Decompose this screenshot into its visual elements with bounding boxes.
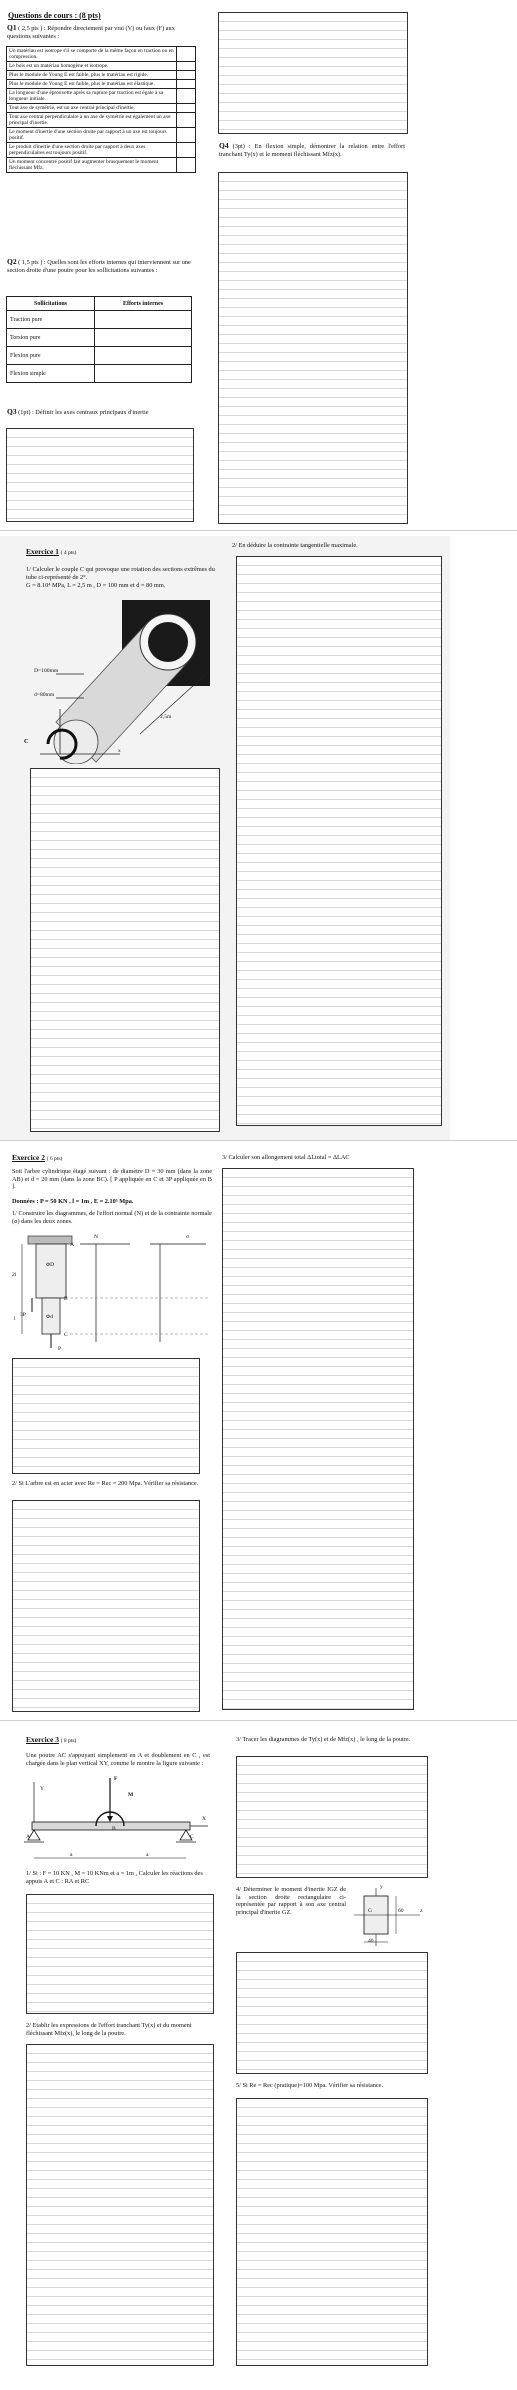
label-A3: A xyxy=(26,1834,31,1840)
ex1-heading xyxy=(26,548,76,557)
tf-row xyxy=(7,80,196,89)
label-L: 2,5m xyxy=(160,714,172,720)
page-cours xyxy=(0,0,517,530)
sollic-name: Torsion pure xyxy=(7,329,95,347)
ex2-q2: 2/ Si L'arbre est en acier avec Re = Rec = 200 Mpa. Vérifier sa résistance. xyxy=(12,1480,199,1487)
label-a2: a xyxy=(146,1852,149,1858)
label-section-z: z xyxy=(420,1908,423,1914)
tf-answer-cell[interactable] xyxy=(177,113,196,128)
tf-statement: Plus le module de Young E est faible, plus le matériau est élastique. xyxy=(7,80,177,89)
label-section-y: y xyxy=(380,1884,383,1890)
ex3-q1: 1/ Si : F = 10 KN , M = 10 KNm et a = 1m , Calculer les réactions des appuis A et C : RA et RC xyxy=(26,1870,203,1885)
label-section-G: G xyxy=(368,1908,373,1914)
tf-answer-cell[interactable] xyxy=(177,158,196,173)
label-x: x xyxy=(118,748,121,754)
q4-block xyxy=(219,142,405,158)
sollic-row xyxy=(7,311,192,329)
q3-block xyxy=(7,408,197,417)
efforts-answer-cell[interactable] xyxy=(95,365,192,383)
label-N: N xyxy=(94,1234,99,1240)
tf-answer-cell[interactable] xyxy=(177,71,196,80)
ex2-q2-answer-box[interactable] xyxy=(12,1500,200,1712)
ex3-q2-answer-box[interactable] xyxy=(26,2044,214,2366)
tf-statement: Un moment concentré positif fait augmenter brusquement le moment fléchissant Mfz. xyxy=(7,158,177,173)
efforts-answer-cell[interactable] xyxy=(95,347,192,365)
q1-label: Q1 xyxy=(7,23,17,32)
q3-text: (1pt) : Définir les axes centraux principaux d'inertie xyxy=(18,409,149,416)
tf-row xyxy=(7,143,196,158)
ex1-q1-answer-box[interactable] xyxy=(30,768,220,1132)
ex3-q4: 4/ Déterminer le moment d'inertie IGZ de la section droite rectangulaire ci-représentée par rapport à son axe central principal d'inertie GZ. xyxy=(236,1886,346,1916)
label-3P: 3P xyxy=(20,1312,26,1318)
ex2-heading xyxy=(12,1154,62,1163)
tf-answer-cell[interactable] xyxy=(177,80,196,89)
tf-statement: Plus le module de Young E est faible, plus le matériau est rigide. xyxy=(7,71,177,80)
q4-text: (3pt) : En flexion simple, démontrer la relation entre l'effort tranchant Ty(x) et le moment fléchissant Mfz(x). xyxy=(219,143,405,158)
tf-row xyxy=(7,89,196,104)
label-l: l xyxy=(14,1316,16,1322)
shaft-figure xyxy=(10,1232,220,1352)
label-sigma: σ xyxy=(186,1234,190,1240)
ex1-q2: 2/ En déduire la contrainte tangentielle maximale. xyxy=(232,542,358,549)
ex3-q3-answer-box[interactable] xyxy=(236,1756,428,1878)
label-F: F xyxy=(114,1776,118,1782)
tf-row xyxy=(7,47,196,62)
tf-statement: Tout axe central perpendiculaire à un axe de symétrie est également un axe principal d'inertie. xyxy=(7,113,177,128)
label-M: M xyxy=(128,1792,134,1798)
tube-figure xyxy=(20,594,220,764)
force-F-head xyxy=(107,1816,113,1822)
sollic-name: Flexion pure xyxy=(7,347,95,365)
ex1-data: G = 8.10⁴ MPa, L = 2,5 m , D = 100 mm et d = 80 mm. xyxy=(26,582,166,589)
ex3-q1-answer-box[interactable] xyxy=(26,1894,214,2014)
sollic-row xyxy=(7,365,192,383)
ex1-title: Exercice 1 xyxy=(26,547,59,556)
ex2-title: Exercice 2 xyxy=(12,1153,45,1162)
ex2-points: ( 6 pts) xyxy=(46,1156,63,1162)
tf-row xyxy=(7,158,196,173)
label-dim-b: 40 xyxy=(368,1938,374,1944)
page-divider-1 xyxy=(0,530,517,531)
label-dim-h: 60 xyxy=(398,1908,404,1914)
q2-block xyxy=(7,258,197,274)
label-2l: 2l xyxy=(12,1272,17,1278)
tube-end-inner xyxy=(148,622,188,662)
ex2-q1: 1/ Construire les diagrammes, de l'effort normal (N) et de la contrainte normale (σ) dans les deux zones. xyxy=(12,1210,212,1225)
q3-label: Q3 xyxy=(7,407,17,416)
ex3-title: Exercice 3 xyxy=(26,1735,59,1744)
label-d: d=80mm xyxy=(34,692,55,698)
cours-title: Questions de cours : (8 pts) xyxy=(8,11,101,20)
ex3-q5-answer-box[interactable] xyxy=(236,2098,428,2366)
ex3-heading xyxy=(26,1736,76,1745)
page-exercice-2 xyxy=(0,1146,450,1720)
label-C: C xyxy=(24,738,29,745)
ex3-q2: 2/ Etablir les expressions de l'effort tranchant Ty(x) et du moment fléchissant Mfz(x), le long de la poutre. xyxy=(26,2022,192,2037)
page-exercice-3 xyxy=(0,1726,450,2382)
sollic-name: Traction pure xyxy=(7,311,95,329)
ex2-q1-answer-box[interactable] xyxy=(12,1358,200,1474)
ex3-q4-answer-box[interactable] xyxy=(236,1952,428,2074)
page-exercice-1 xyxy=(0,536,450,1140)
true-false-table xyxy=(6,46,196,173)
label-phiD: ΦD xyxy=(46,1262,55,1268)
sollic-header: Sollicitations xyxy=(7,297,95,311)
tf-statement: Le produit d'inertie d'une section droite par rapport à deux axes perpendiculaires est toujours positif. xyxy=(7,143,177,158)
page-divider-3 xyxy=(0,1720,517,1721)
tf-statement: Un matériau est isotrope s'il se comporte de la même façon en traction ou en compression. xyxy=(7,47,177,62)
tf-answer-cell[interactable] xyxy=(177,143,196,158)
efforts-answer-cell[interactable] xyxy=(95,329,192,347)
q1-text: ( 2,5 pts ) : Répondre directement par vrai (V) ou faux (F) aux questions suivantes : xyxy=(7,25,175,40)
label-B: B xyxy=(64,1296,68,1302)
label-C2: C xyxy=(64,1332,68,1338)
ex3-points: ( 8 pts) xyxy=(60,1738,77,1744)
tf-row xyxy=(7,62,196,71)
ex1-q2-answer-box[interactable] xyxy=(236,556,442,1126)
ex2-q3-answer-box[interactable] xyxy=(222,1168,414,1710)
sollic-row xyxy=(7,347,192,365)
label-A: A xyxy=(70,1242,75,1248)
section-figure xyxy=(350,1886,430,1956)
q4-answer-box[interactable] xyxy=(218,172,408,524)
sollicitations-table xyxy=(6,296,192,383)
tf-row xyxy=(7,113,196,128)
tf-statement: Tout axe de symétrie, est un axe central principal d'inertie. xyxy=(7,104,177,113)
label-B3: B xyxy=(112,1826,116,1832)
tf-answer-cell[interactable] xyxy=(177,47,196,62)
efforts-header: Efforts internes xyxy=(95,297,192,311)
tf-answer-cell[interactable] xyxy=(177,62,196,71)
label-a1: a xyxy=(70,1852,73,1858)
tf-answer-cell[interactable] xyxy=(177,128,196,143)
tf-row xyxy=(7,128,196,143)
tf-statement: La longueur d'une éprouvette après sa rupture par traction est égale à sa longueur initiale. xyxy=(7,89,177,104)
ex1-points: ( 4 pts) xyxy=(60,550,77,556)
q4-top-answer-box[interactable] xyxy=(218,12,408,134)
ex3-q3: 3/ Tracer les diagrammes de Ty(x) et de Mfz(x) , le long de la poutre. xyxy=(236,1736,411,1743)
label-Y: Y xyxy=(40,1786,45,1792)
ex2-donnees: Données : P = 50 KN , l = 1m , E = 2.10⁵ Mpa. xyxy=(12,1198,134,1205)
q1-block xyxy=(7,24,197,40)
top-support xyxy=(28,1236,72,1244)
efforts-answer-cell[interactable] xyxy=(95,311,192,329)
ex2-q3: 3/ Calculer son allongement total ΔLtotal = ΔLAC xyxy=(222,1154,350,1161)
tf-row xyxy=(7,71,196,80)
shaft-zone-AB xyxy=(36,1244,66,1298)
label-C3: C xyxy=(190,1834,194,1840)
q4-label: Q4 xyxy=(219,141,229,150)
label-X: X xyxy=(202,1816,207,1822)
sollic-name: Flexion simple xyxy=(7,365,95,383)
tf-answer-cell[interactable] xyxy=(177,104,196,113)
ex2-intro: Soit l'arbre cylindrique étagé suivant : de diamètre D = 30 mm (dans la zone AB) et d = 20 mm (dans la zone BC). [ P appliquée en C et 3P appliquée en B ]. xyxy=(12,1168,212,1191)
q2-label: Q2 xyxy=(7,257,17,266)
sollic-row xyxy=(7,329,192,347)
q3-answer-box[interactable] xyxy=(6,428,194,522)
label-phid: Φd xyxy=(46,1314,53,1320)
tf-statement: Le bois est un matériau homogène et isotrope. xyxy=(7,62,177,71)
ex3-intro: Une poutre AC s'appuyant simplement en A et doublement en C , est chargée dans le plan vertical XY, comme le montre la figure suivante : xyxy=(26,1752,210,1767)
beam-figure xyxy=(22,1776,212,1868)
ex3-q5: 5/ Si Re = Rec (pratique)=100 Mpa. Vérifier sa résistance. xyxy=(236,2082,384,2089)
label-D: D=100mm xyxy=(34,668,59,674)
ex1-q1: 1/ Calculer le couple C qui provoque une rotation des sections extrêmes du tube ci-représenté de 2°. xyxy=(26,566,215,581)
tf-row xyxy=(7,104,196,113)
q2-text: ( 1,5 pts ) : Quelles sont les efforts internes qui interviennent sur une section droite d'une poutre pour les sollicitations suivantes : xyxy=(7,259,191,274)
page-divider-2 xyxy=(0,1140,517,1141)
label-P: P xyxy=(58,1346,62,1352)
tf-answer-cell[interactable] xyxy=(177,89,196,104)
tf-statement: Le moment d'inertie d'une section droite par rapport à un axe est toujours positif. xyxy=(7,128,177,143)
beam xyxy=(32,1822,190,1830)
